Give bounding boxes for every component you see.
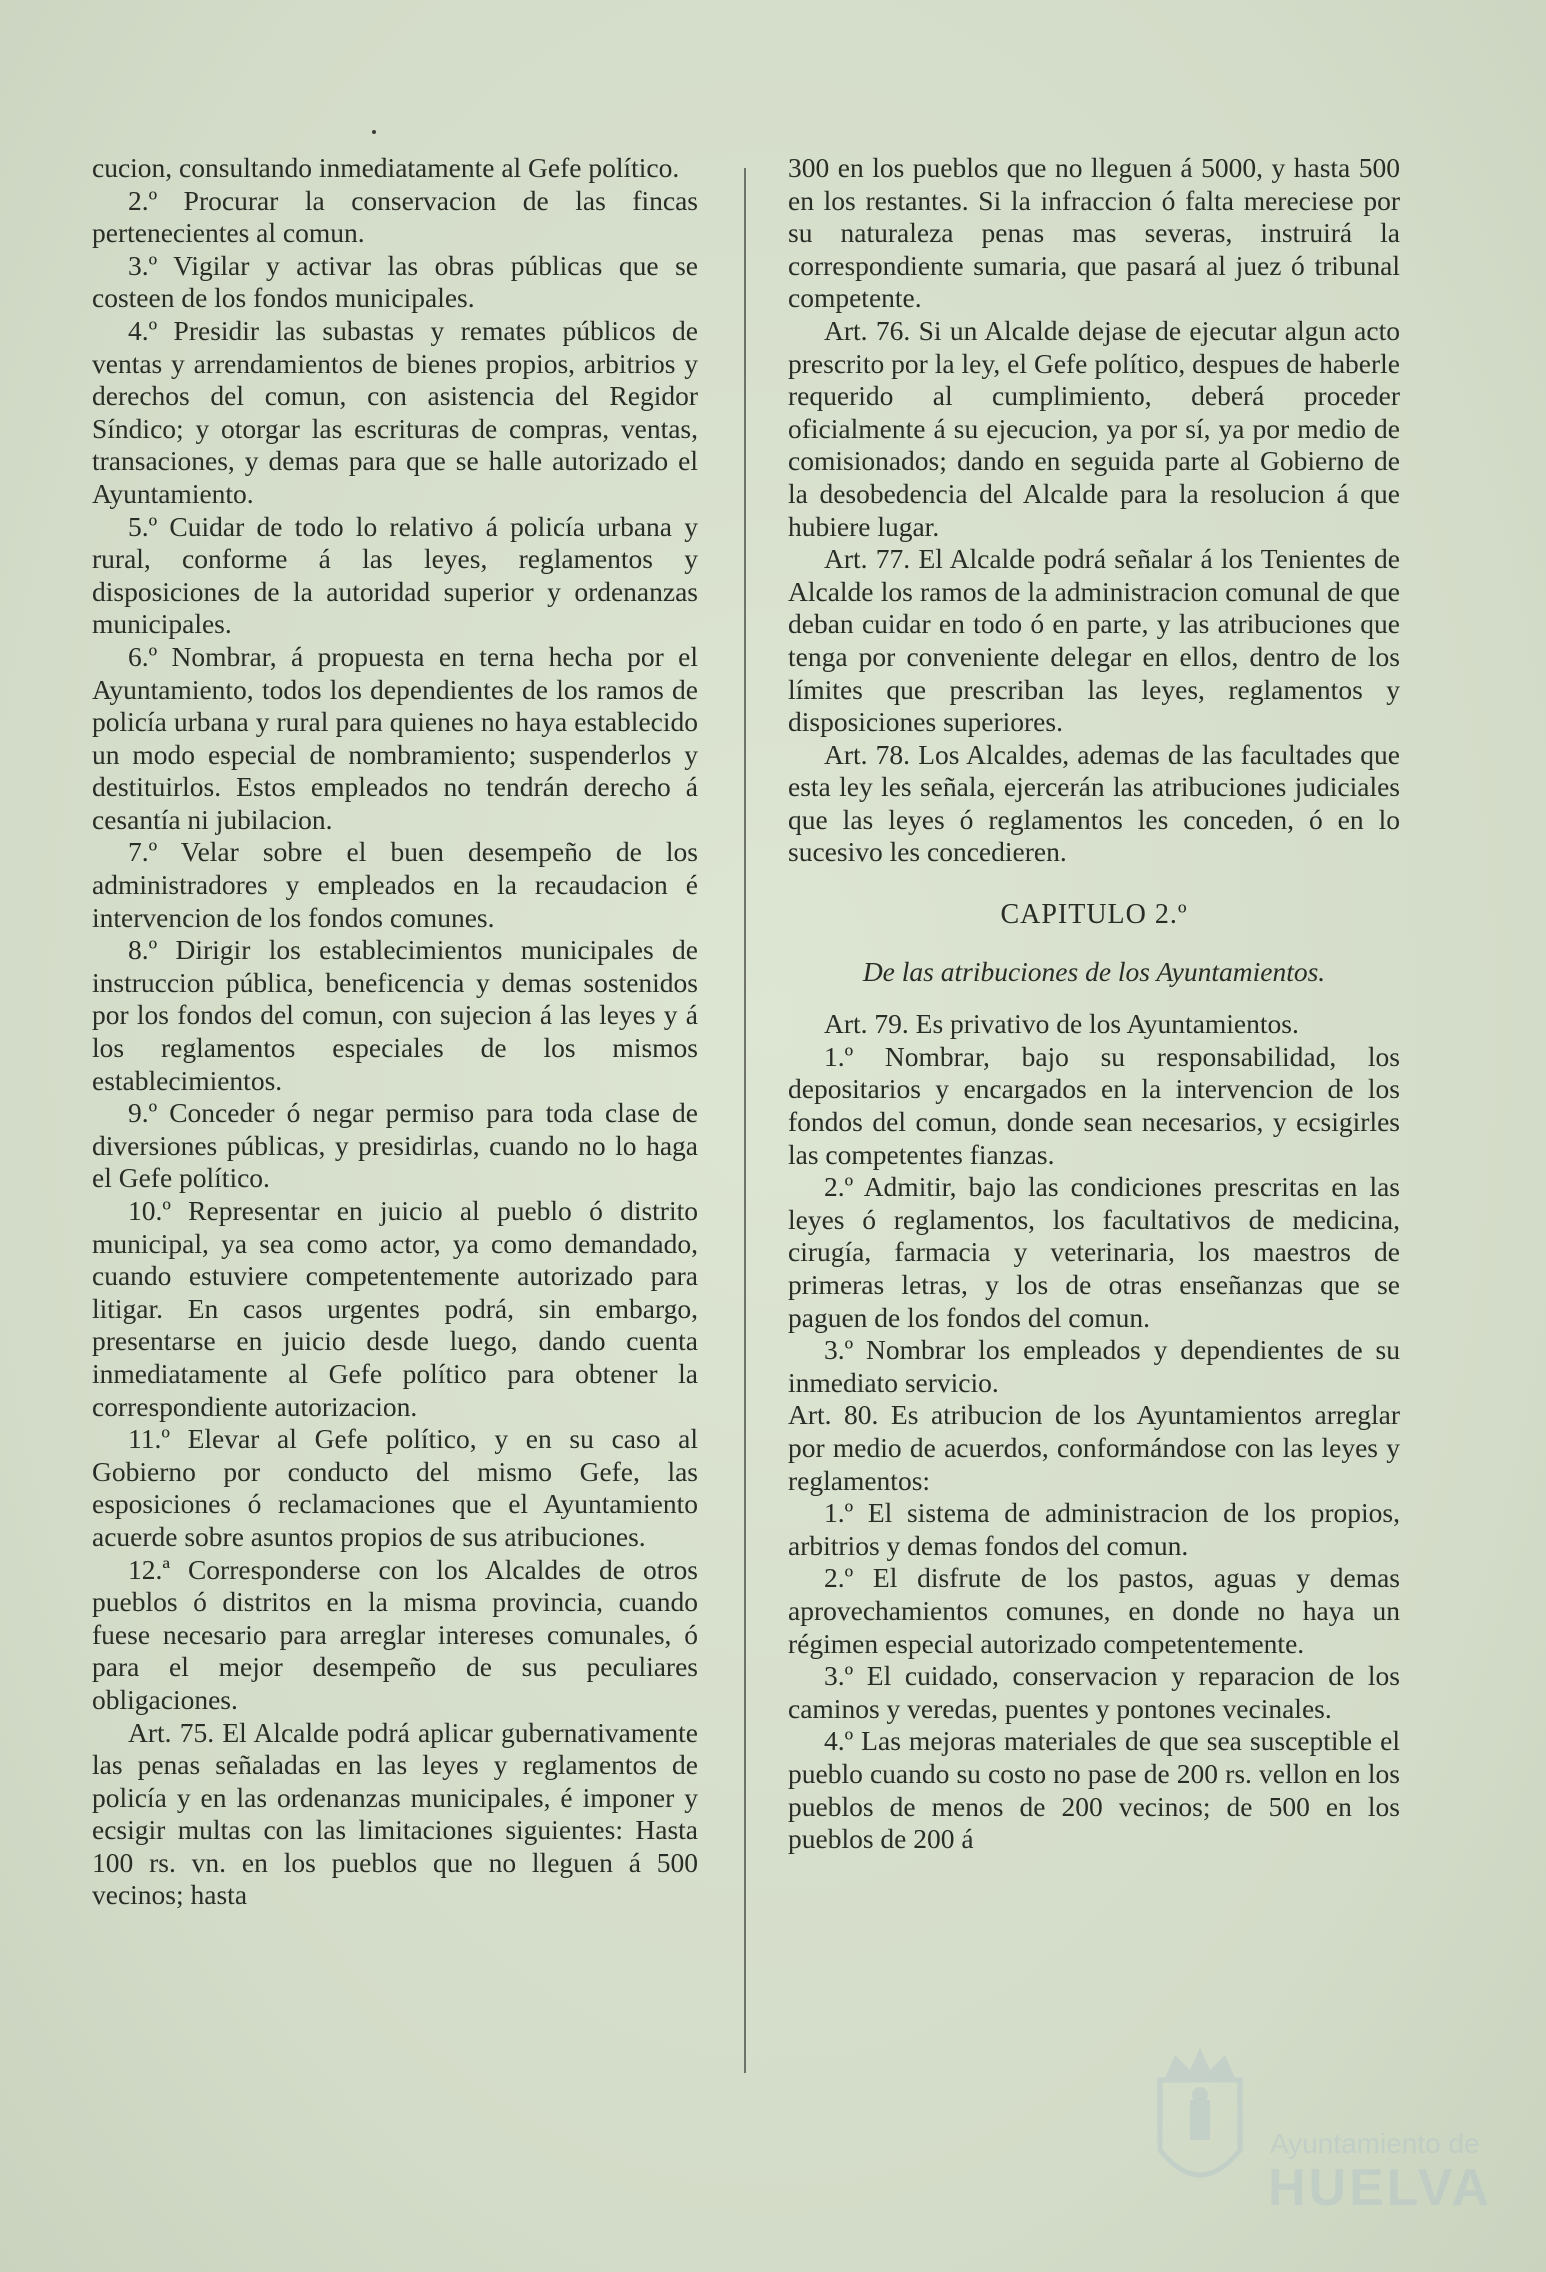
paragraph: Art. 76. Si un Alcalde dejase de ejecutar algun acto prescrito por la ley, el Gefe político, despues de haberle requerido al cumplimiento, deberá proceder oficialmente á su ejecucion, ya por sí, ya por medio de comisionados; dando en seguida parte al Gobierno de la desobedencia del Alcalde para la resolucion á que hubiere lugar. (788, 314, 1400, 542)
left-column (92, 152, 698, 1912)
watermark-line2: HUELVA (1268, 2159, 1493, 2217)
paragraph: cucion, consultando inmediatamente al Gefe político. (92, 152, 680, 183)
paragraph: 10.º Representar en juicio al pueblo ó distrito municipal, ya sea como actor, ya como demandado, cuando estuviere competentemente autorizado para litigar. En casos urgentes podrá, sin embargo, presentarse en juicio desde luego, dando cuenta inmediatamente al Gefe político para obtener la correspondiente autorizacion. (92, 1195, 698, 1422)
chapter-subtitle: De las atribuciones de los Ayuntamientos. (862, 955, 1326, 987)
paragraph: 300 en los pueblos que no lleguen á 5000, y hasta 500 en los restantes. Si la infraccion ó falta mereciese por su naturaleza penas mas severas, instruirá la correspondiente sumaria, que pasará al juez ó tribunal competente. (788, 152, 1400, 314)
page-mark (372, 130, 376, 134)
paragraph: 7.º Velar sobre el buen desempeño de los administradores y empleados en la recaudacion é intervencion de los fondos comunes. (92, 836, 698, 933)
paragraph: 12.ª Corresponderse con los Alcaldes de otros pueblos ó distritos en la misma provincia, cuando fuese necesario para arreglar intereses comunales, ó para el mejor desempeño de sus peculiares obligaciones. (92, 1553, 698, 1715)
paragraph: 2.º Procurar la conservacion de las fincas pertenecientes al comun. (92, 184, 698, 249)
paragraph: Art. 77. El Alcalde podrá señalar á los Tenientes de Alcalde los ramos de la administracion comunal de que deban cuidar en todo ó en parte, y las atribuciones que tenga por conveniente delegar en ellos, dentro de los límites que prescriban las leyes, reglamentos y disposiciones superiores. (788, 543, 1400, 738)
paragraph: 8.º Dirigir los establecimientos municipales de instruccion pública, beneficencia y demas sostenidos por los fondos del comun, con sujecion á las leyes y á los reglamentos especiales de los mismos establecimientos. (92, 934, 698, 1096)
paragraph: 2.º Admitir, bajo las condiciones prescritas en las leyes ó reglamentos, los facultativos de medicina, cirugía, farmacia y veterinaria, los maestros de primeras letras, y los de otras enseñanzas que se paguen de los fondos del comun. (788, 1171, 1400, 1333)
paragraph: 5.º Cuidar de todo lo relativo á policía urbana y rural, conforme á las leyes, reglamentos y disposiciones de la autoridad superior y ordenanzas municipales. (92, 510, 698, 640)
paragraph: 4.º Las mejoras materiales de que sea susceptible el pueblo cuando su costo no pase de 200 rs. vellon en los pueblos de menos de 200 vecinos; de 500 en los pueblos de 200 á (788, 1725, 1400, 1855)
paragraph: 2.º El disfrute de los pastos, aguas y demas aprovechamientos comunes, en donde no haya un régimen especial autorizado competentemente. (788, 1562, 1400, 1659)
paragraph: 3.º El cuidado, conservacion y reparacion de los caminos y veredas, puentes y pontones vecinales. (788, 1660, 1400, 1724)
paragraph: 11.º Elevar al Gefe político, y en su caso al Gobierno por conducto del mismo Gefe, las esposiciones ó reclamaciones que el Ayuntamiento acuerde sobre asuntos propios de sus atribuciones. (92, 1423, 698, 1552)
chapter-title: CAPITULO 2.º (1000, 899, 1188, 931)
column-divider (744, 168, 746, 2073)
right-column-bottom (788, 1008, 1400, 1855)
watermark (1140, 2040, 1520, 2240)
paragraph: 6.º Nombrar, á propuesta en terna hecha por el Ayuntamiento, todos los dependientes de los ramos de policía urbana y rural para quienes no haya establecido un modo especial de nombramiento; suspenderlos y destituirlos. Estos empleados no tendrán derecho á cesantía ni jubilacion. (92, 640, 698, 835)
paragraph: 1.º El sistema de administracion de los propios, arbitrios y demas fondos del comun. (788, 1497, 1400, 1561)
paragraph: Art. 79. Es privativo de los Ayuntamientos. (824, 1008, 1299, 1040)
paragraph: 9.º Conceder ó negar permiso para toda clase de diversiones públicas, y presidirlas, cuando no lo haga el Gefe político. (92, 1097, 698, 1194)
right-column-top (788, 152, 1400, 869)
paragraph: 3.º Vigilar y activar las obras públicas que se costeen de los fondos municipales. (92, 249, 698, 314)
watermark-line1: Ayuntamiento de (1270, 2128, 1480, 2159)
paragraph: Art. 80. Es atribucion de los Ayuntamientos arreglar por medio de acuerdos, conformándose con las leyes y reglamentos: (788, 1399, 1400, 1496)
right-column (788, 152, 1400, 1856)
coat-of-arms-icon (1140, 2040, 1260, 2200)
paragraph: Art. 78. Los Alcaldes, ademas de las facultades que esta ley les señala, ejercerán las atribuciones judiciales que las leyes ó reglamentos les conceden, ó en lo sucesivo les concedieren. (788, 738, 1400, 868)
paragraph: 4.º Presidir las subastas y remates públicos de ventas y arrendamientos de bienes propios, arbitrios y derechos del comun, con asistencia del Regidor Síndico; y otorgar las escrituras de compras, ventas, transaciones, y demas para que se halle autorizado el Ayuntamiento. (92, 314, 698, 509)
paragraph: 1.º Nombrar, bajo su responsabilidad, los depositarios y encargados en la intervencion de los fondos del comun, donde sean necesarios, y ecsigirles las competentes fianzas. (788, 1040, 1400, 1170)
paragraph: 3.º Nombrar los empleados y dependientes de su inmediato servicio. (788, 1334, 1400, 1398)
paragraph: Art. 75. El Alcalde podrá aplicar gubernativamente las penas señaladas en las leyes y reglamentos de policía y en las ordenanzas municipales, é imponer y ecsigir multas con las limitaciones siguientes: Hasta 100 rs. vn. en los pueblos que no lleguen á 500 vecinos; hasta (92, 1716, 698, 1911)
